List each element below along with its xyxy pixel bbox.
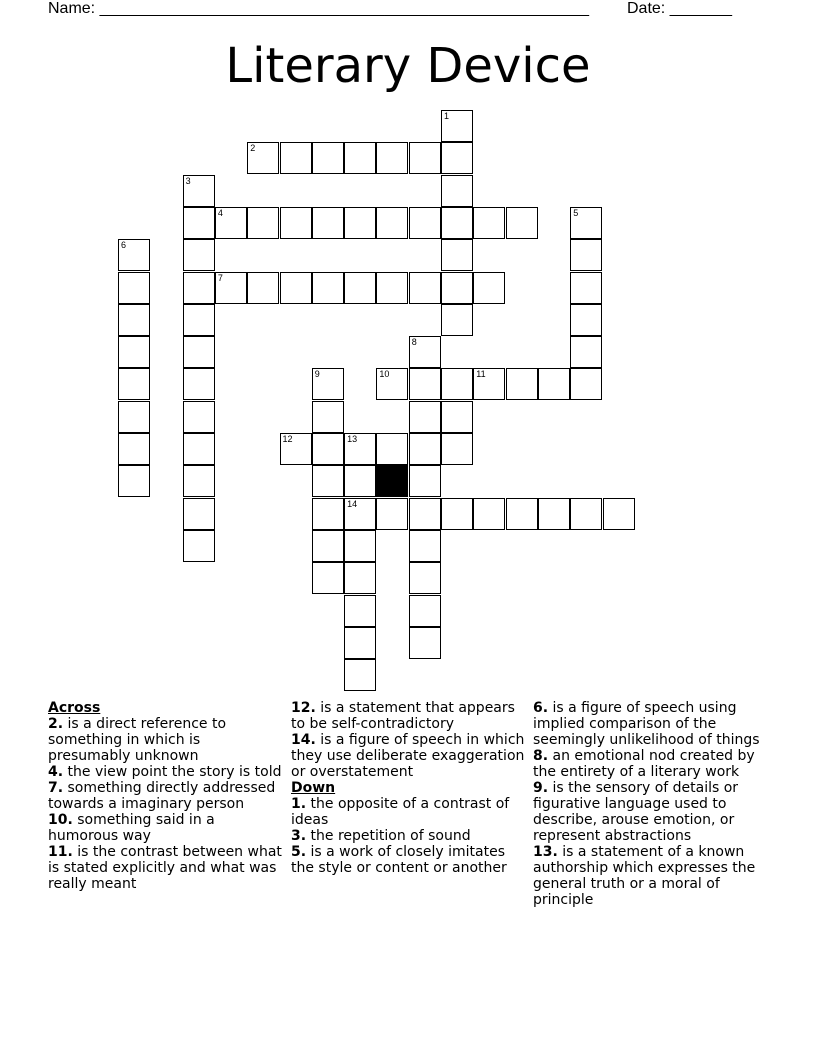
clue-item-number: 7. [48, 780, 64, 796]
crossword-cell[interactable] [473, 207, 505, 239]
across-clue-list-cont [291, 700, 527, 780]
crossword-cell[interactable] [312, 272, 344, 304]
crossword-cell[interactable] [570, 304, 602, 336]
crossword-cell[interactable] [280, 142, 312, 174]
down-heading: Down [291, 780, 336, 796]
crossword-cell[interactable] [183, 239, 215, 271]
clue-item [48, 844, 284, 892]
across-heading: Across [48, 700, 101, 716]
crossword-cell[interactable] [409, 336, 441, 368]
crossword-cell[interactable] [441, 498, 473, 530]
crossword-cell[interactable] [441, 433, 473, 465]
crossword-cell[interactable] [247, 207, 279, 239]
crossword-cell[interactable] [376, 498, 408, 530]
crossword-cell[interactable] [344, 272, 376, 304]
crossword-cell[interactable] [118, 336, 150, 368]
clue-number: 14 [347, 498, 358, 509]
crossword-cell[interactable] [312, 465, 344, 497]
crossword-cell[interactable] [312, 401, 344, 433]
clue-column-3 [533, 700, 769, 908]
crossword-cell[interactable] [506, 498, 538, 530]
crossword-cell[interactable] [280, 272, 312, 304]
crossword-cell[interactable] [344, 627, 376, 659]
clue-item-number: 11. [48, 844, 73, 860]
clue-number: 6 [121, 240, 127, 251]
crossword-cell[interactable] [344, 498, 376, 530]
crossword-cell[interactable] [312, 368, 344, 400]
crossword-cell[interactable] [409, 465, 441, 497]
clue-number: 11 [476, 369, 486, 380]
crossword-cell[interactable] [409, 433, 441, 465]
crossword-cell[interactable] [441, 207, 473, 239]
crossword-cell[interactable] [344, 562, 376, 594]
clue-number: 7 [217, 272, 223, 283]
crossword-cell[interactable] [183, 272, 215, 304]
crossword-cell[interactable] [473, 368, 505, 400]
crossword-cell[interactable] [441, 368, 473, 400]
crossword-cell[interactable] [409, 627, 441, 659]
crossword-cell[interactable] [344, 530, 376, 562]
clue-item-text: is the contrast between what is stated explicitly and what was really meant [48, 844, 282, 892]
clue-item [48, 812, 284, 844]
crossword-cell[interactable] [312, 530, 344, 562]
crossword-cell[interactable] [473, 272, 505, 304]
crossword-cell[interactable] [118, 304, 150, 336]
down-clue-list [291, 796, 527, 876]
page-title: Literary Device [225, 38, 591, 94]
crossword-cell[interactable] [344, 433, 376, 465]
clue-item-number: 8. [533, 748, 549, 764]
crossword-cell[interactable] [118, 401, 150, 433]
clue-item [533, 700, 769, 748]
crossword-cell[interactable] [506, 368, 538, 400]
clue-item [533, 748, 769, 780]
crossword-cell[interactable] [570, 368, 602, 400]
crossword-cell[interactable] [409, 530, 441, 562]
clue-item-number: 4. [48, 764, 64, 780]
clue-number: 12 [282, 434, 293, 444]
crossword-cell[interactable] [183, 368, 215, 400]
crossword-cell[interactable] [215, 272, 247, 304]
crossword-cell[interactable] [441, 239, 473, 271]
clue-number: 2 [250, 143, 256, 154]
clue-item-text: is a statement of a known authorship which expresses the general truth or a moral of principle [533, 844, 756, 908]
crossword-cell[interactable] [344, 207, 376, 239]
clue-item-text: the opposite of a contrast of ideas [291, 796, 510, 828]
crossword-cell[interactable] [473, 498, 505, 530]
crossword-cell[interactable] [312, 433, 344, 465]
clue-item-text: is a figure of speech in which they use deliberate exaggeration or overstatement [291, 732, 525, 780]
crossword-cell[interactable] [376, 207, 408, 239]
clue-item [48, 764, 284, 780]
across-clue-list [48, 716, 284, 892]
clue-item-text: the view point the story is told [63, 764, 282, 780]
crossword-cell[interactable] [312, 498, 344, 530]
clue-item-text: an emotional nod created by the entirety of a literary work [533, 748, 755, 780]
crossword-cell[interactable] [280, 207, 312, 239]
crossword-cell[interactable] [376, 272, 408, 304]
crossword-cell[interactable] [183, 304, 215, 336]
crossword-cell[interactable] [344, 465, 376, 497]
clue-item [533, 844, 769, 908]
crossword-cell[interactable] [118, 272, 150, 304]
crossword-cell[interactable] [247, 142, 279, 174]
clue-item [291, 700, 527, 732]
clue-column-1 [48, 700, 284, 892]
clue-number: 3 [185, 175, 191, 186]
down-clue-list-cont [533, 700, 769, 908]
crossword-cell[interactable] [441, 175, 473, 207]
crossword-cell[interactable] [376, 142, 408, 174]
clue-column-2 [291, 700, 527, 876]
clue-item [48, 780, 284, 812]
crossword-cell[interactable] [183, 175, 215, 207]
clue-item [48, 716, 284, 764]
crossword-cell[interactable] [409, 272, 441, 304]
crossword-cell[interactable] [409, 368, 441, 400]
crossword-cell[interactable] [183, 336, 215, 368]
crossword-cell[interactable] [570, 207, 602, 239]
clue-item-number: 10. [48, 812, 73, 828]
clue-item-number: 5. [291, 844, 307, 860]
crossword-cell[interactable] [506, 207, 538, 239]
clue-item [291, 796, 527, 828]
clue-item-text: is a figure of speech using implied comparison of the seemingly unlikelihood of things [533, 700, 760, 748]
clue-item-number: 12. [291, 700, 316, 716]
crossword-cell[interactable] [603, 498, 635, 530]
crossword-cell[interactable] [344, 142, 376, 174]
clue-item-number: 14. [291, 732, 316, 748]
clue-number: 9 [314, 369, 320, 380]
clue-number: 4 [217, 207, 223, 218]
clue-item-text: is a statement that appears to be self-contradictory [291, 700, 515, 732]
crossword-cell[interactable] [183, 433, 215, 465]
clue-item-text: something directly addressed towards a imaginary person [48, 780, 276, 812]
crossword-cell[interactable] [118, 239, 150, 271]
crossword-cell[interactable] [538, 368, 570, 400]
crossword-cell[interactable] [570, 336, 602, 368]
crossword-cell[interactable] [280, 433, 312, 465]
crossword-cell[interactable] [247, 272, 279, 304]
crossword-cell[interactable] [409, 401, 441, 433]
date-line: Date: _______ [627, 0, 732, 17]
crossword-cell[interactable] [441, 304, 473, 336]
crossword-cell[interactable] [441, 272, 473, 304]
clue-number: 13 [347, 434, 358, 444]
clue-number: 1 [444, 111, 450, 121]
clue-number: 10 [379, 369, 390, 380]
clue-item-text: is a direct reference to something in which is presumably unknown [48, 716, 227, 764]
crossword-cell[interactable] [183, 465, 215, 497]
clue-item-text: is a work of closely imitates the style or content or another [291, 844, 507, 876]
crossword-cell[interactable] [183, 207, 215, 239]
clue-item [533, 780, 769, 844]
clue-item-number: 2. [48, 716, 64, 732]
clue-item [291, 732, 527, 780]
crossword-cell[interactable] [215, 207, 247, 239]
crossword-cell[interactable] [441, 110, 473, 142]
crossword-cell[interactable] [312, 142, 344, 174]
crossword-cell[interactable] [344, 659, 376, 691]
crossword-cell[interactable] [409, 142, 441, 174]
crossword-cell[interactable] [409, 595, 441, 627]
clue-item-number: 1. [291, 796, 307, 812]
crossword-cell[interactable] [118, 465, 150, 497]
crossword-cell[interactable] [183, 530, 215, 562]
crossword-cell[interactable] [344, 595, 376, 627]
clue-item-number: 3. [291, 828, 307, 844]
crossword-cell[interactable] [118, 368, 150, 400]
clue-item [291, 828, 527, 844]
clue-item [291, 844, 527, 876]
crossword-cell[interactable] [312, 207, 344, 239]
clue-item-text: something said in a humorous way [48, 812, 215, 844]
crossword-cell[interactable] [538, 498, 570, 530]
clue-number: 8 [411, 337, 417, 348]
crossword-cell[interactable] [312, 562, 344, 594]
crossword-cell[interactable] [409, 562, 441, 594]
crossword-cell[interactable] [118, 433, 150, 465]
crossword-cell[interactable] [409, 207, 441, 239]
crossword-cell[interactable] [183, 498, 215, 530]
crossword-cell[interactable] [376, 368, 408, 400]
crossword-cell[interactable] [376, 433, 408, 465]
black-cell [376, 465, 408, 497]
crossword-cell[interactable] [441, 401, 473, 433]
crossword-cell[interactable] [441, 142, 473, 174]
clue-number: 5 [573, 207, 579, 218]
clue-item-text: the repetition of sound [306, 828, 471, 844]
crossword-cell[interactable] [183, 401, 215, 433]
clue-item-number: 13. [533, 844, 558, 860]
crossword-cell[interactable] [570, 498, 602, 530]
crossword-cell[interactable] [570, 239, 602, 271]
clue-item-number: 9. [533, 780, 549, 796]
name-line: Name: _______________________________________________________ [48, 0, 589, 17]
crossword-cell[interactable] [409, 498, 441, 530]
clue-item-text: is the sensory of details or figurative language used to describe, arouse emotion, or represent abstractions [533, 780, 739, 844]
crossword-cell[interactable] [570, 272, 602, 304]
clue-item-number: 6. [533, 700, 549, 716]
